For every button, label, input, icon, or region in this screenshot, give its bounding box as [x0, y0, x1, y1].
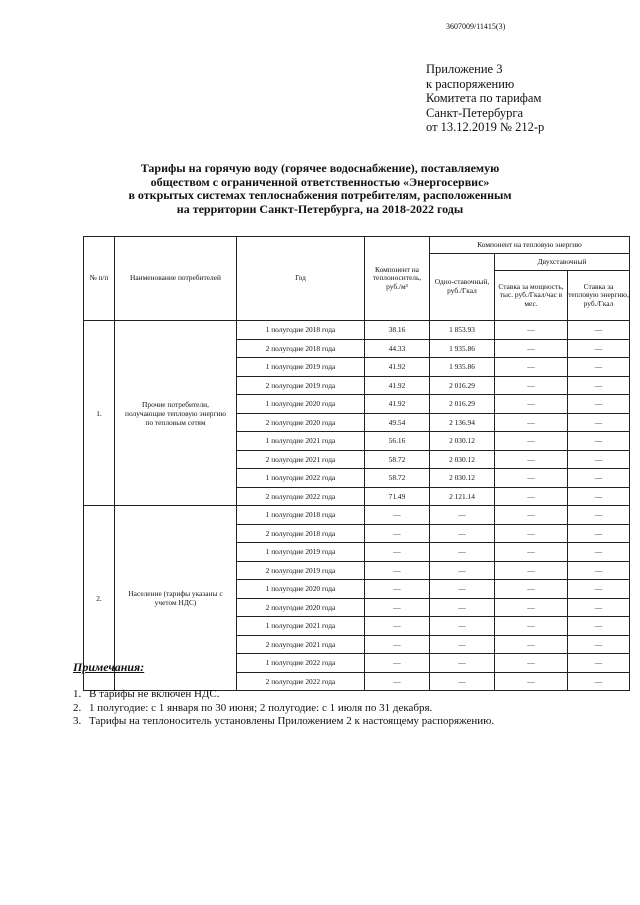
- one-rate-cell: 1 853.93: [430, 321, 495, 340]
- notes-heading: Примечания:: [73, 660, 145, 674]
- period-cell: 2 полугодие 2020 года: [237, 413, 365, 432]
- annex-line: Санкт-Петербурга: [426, 105, 524, 120]
- one-rate-cell: —: [430, 506, 495, 525]
- capacity-cell: —: [495, 654, 568, 673]
- one-rate-cell: 2 030.12: [430, 432, 495, 451]
- period-cell: 2 полугодие 2018 года: [237, 524, 365, 543]
- one-rate-cell: —: [430, 524, 495, 543]
- period-cell: 1 полугодие 2022 года: [237, 654, 365, 673]
- carrier-cell: 49.54: [365, 413, 430, 432]
- energy-cell: —: [568, 376, 630, 395]
- carrier-cell: 44.33: [365, 339, 430, 358]
- header-num: № п/п: [84, 237, 115, 321]
- capacity-cell: —: [495, 376, 568, 395]
- one-rate-cell: —: [430, 598, 495, 617]
- energy-cell: —: [568, 598, 630, 617]
- one-rate-cell: 2 030.12: [430, 450, 495, 469]
- energy-cell: —: [568, 580, 630, 599]
- one-rate-cell: 2 016.29: [430, 395, 495, 414]
- header-year: Год: [237, 237, 365, 321]
- period-cell: 1 полугодие 2019 года: [237, 358, 365, 377]
- period-cell: 1 полугодие 2019 года: [237, 543, 365, 562]
- carrier-cell: —: [365, 524, 430, 543]
- document-title: [70, 162, 570, 216]
- energy-cell: —: [568, 635, 630, 654]
- energy-cell: —: [568, 561, 630, 580]
- capacity-cell: —: [495, 598, 568, 617]
- annex-line: Приложение 3: [426, 62, 503, 76]
- energy-cell: —: [568, 524, 630, 543]
- one-rate-cell: —: [430, 561, 495, 580]
- annex-line: от 13.12.2019 № 212-р: [426, 120, 545, 134]
- title-line: на территории Санкт-Петербурга, на 2018-2022 годы: [176, 201, 464, 216]
- carrier-cell: 58.72: [365, 469, 430, 488]
- table-body: [84, 321, 630, 691]
- capacity-cell: —: [495, 432, 568, 451]
- energy-cell: —: [568, 395, 630, 414]
- energy-cell: —: [568, 358, 630, 377]
- energy-cell: —: [568, 506, 630, 525]
- carrier-cell: —: [365, 580, 430, 599]
- carrier-cell: —: [365, 617, 430, 636]
- carrier-cell: 56.16: [365, 432, 430, 451]
- one-rate-cell: —: [430, 543, 495, 562]
- notes-list: [73, 688, 494, 729]
- period-cell: 2 полугодие 2019 года: [237, 561, 365, 580]
- capacity-cell: —: [495, 543, 568, 562]
- title-line: Тарифы на горячую воду (горячее водоснабжение), поставляемую: [140, 161, 500, 175]
- capacity-cell: —: [495, 487, 568, 506]
- energy-cell: —: [568, 654, 630, 673]
- one-rate-cell: —: [430, 654, 495, 673]
- energy-cell: —: [568, 543, 630, 562]
- note-item: 2. 1 полугодие: с 1 января по 30 июня; 2 полугодие: с 1 июля по 31 декабря.: [73, 701, 433, 714]
- note-item: 1. В тарифы не включен НДС.: [73, 688, 220, 700]
- carrier-cell: —: [365, 598, 430, 617]
- carrier-cell: 58.72: [365, 450, 430, 469]
- capacity-cell: —: [495, 617, 568, 636]
- capacity-cell: —: [495, 450, 568, 469]
- period-cell: 2 полугодие 2021 года: [237, 635, 365, 654]
- one-rate-cell: —: [430, 635, 495, 654]
- period-cell: 2 полугодие 2018 года: [237, 339, 365, 358]
- energy-cell: —: [568, 469, 630, 488]
- carrier-cell: —: [365, 672, 430, 691]
- carrier-cell: 41.92: [365, 358, 430, 377]
- energy-cell: —: [568, 339, 630, 358]
- row-number: 1.: [84, 321, 115, 506]
- period-cell: 2 полугодие 2020 года: [237, 598, 365, 617]
- title-line: в открытых системах теплоснабжения потребителям, расположенным: [128, 188, 512, 202]
- energy-cell: —: [568, 432, 630, 451]
- energy-cell: —: [568, 487, 630, 506]
- header-two-rate: Двухставочный: [495, 254, 630, 271]
- one-rate-cell: 2 136.94: [430, 413, 495, 432]
- energy-cell: —: [568, 321, 630, 340]
- annex-line: Комитета по тарифам: [426, 91, 542, 105]
- capacity-cell: —: [495, 561, 568, 580]
- header-carrier: Компонент на теплоноситель, руб./м³: [365, 237, 430, 321]
- carrier-cell: —: [365, 635, 430, 654]
- annex-block: [426, 62, 544, 135]
- capacity-cell: —: [495, 580, 568, 599]
- title-line: обществом с ограниченной ответственностью «Энергосервис»: [150, 174, 490, 189]
- period-cell: 1 полугодие 2021 года: [237, 617, 365, 636]
- note-item: 3. Тарифы на теплоноситель установлены Приложением 2 к настоящему распоряжению.: [73, 715, 495, 727]
- one-rate-cell: 1 935.86: [430, 339, 495, 358]
- header-energy: Ставка за тепловую энергию, руб./Гкал: [568, 271, 630, 321]
- period-cell: 1 полугодие 2018 года: [237, 506, 365, 525]
- carrier-cell: —: [365, 561, 430, 580]
- one-rate-cell: —: [430, 672, 495, 691]
- period-cell: 1 полугодие 2022 года: [237, 469, 365, 488]
- capacity-cell: —: [495, 339, 568, 358]
- table-row: [84, 321, 630, 340]
- energy-cell: —: [568, 450, 630, 469]
- header-one-rate: Одно-ставочный, руб./Гкал: [430, 254, 495, 321]
- capacity-cell: —: [495, 506, 568, 525]
- capacity-cell: —: [495, 672, 568, 691]
- tariff-table: [83, 236, 630, 691]
- carrier-cell: —: [365, 543, 430, 562]
- one-rate-cell: 2 121.14: [430, 487, 495, 506]
- period-cell: 2 полугодие 2022 года: [237, 487, 365, 506]
- table-row: [84, 506, 630, 525]
- carrier-cell: —: [365, 654, 430, 673]
- row-number: 2.: [84, 506, 115, 691]
- capacity-cell: —: [495, 358, 568, 377]
- capacity-cell: —: [495, 635, 568, 654]
- header-consumer: Наименование потребителей: [115, 237, 237, 321]
- carrier-cell: —: [365, 506, 430, 525]
- energy-cell: —: [568, 413, 630, 432]
- capacity-cell: —: [495, 524, 568, 543]
- capacity-cell: —: [495, 413, 568, 432]
- one-rate-cell: 2 016.29: [430, 376, 495, 395]
- header-capacity: Ставка за мощность, тыс. руб./Гкал/час в мес.: [495, 271, 568, 321]
- capacity-cell: —: [495, 395, 568, 414]
- document-number: 3607009/11415(3): [446, 22, 506, 31]
- carrier-cell: 71.49: [365, 487, 430, 506]
- period-cell: 2 полугодие 2019 года: [237, 376, 365, 395]
- period-cell: 2 полугодие 2022 года: [237, 672, 365, 691]
- carrier-cell: 38.16: [365, 321, 430, 340]
- capacity-cell: —: [495, 321, 568, 340]
- one-rate-cell: —: [430, 580, 495, 599]
- period-cell: 1 полугодие 2021 года: [237, 432, 365, 451]
- period-cell: 2 полугодие 2021 года: [237, 450, 365, 469]
- annex-line: к распоряжению: [426, 76, 515, 91]
- energy-cell: —: [568, 672, 630, 691]
- consumer-name: Прочие потребители, получающие тепловую энергию по тепловым сетям: [115, 321, 237, 506]
- consumer-name: Население (тарифы указаны с учетом НДС): [115, 506, 237, 691]
- energy-cell: —: [568, 617, 630, 636]
- carrier-cell: 41.92: [365, 395, 430, 414]
- period-cell: 1 полугодие 2018 года: [237, 321, 365, 340]
- period-cell: 1 полугодие 2020 года: [237, 395, 365, 414]
- carrier-cell: 41.92: [365, 376, 430, 395]
- one-rate-cell: —: [430, 617, 495, 636]
- capacity-cell: —: [495, 469, 568, 488]
- period-cell: 1 полугодие 2020 года: [237, 580, 365, 599]
- one-rate-cell: 2 030.12: [430, 469, 495, 488]
- header-heat-group: Компонент на тепловую энергию: [430, 237, 630, 254]
- one-rate-cell: 1 935.86: [430, 358, 495, 377]
